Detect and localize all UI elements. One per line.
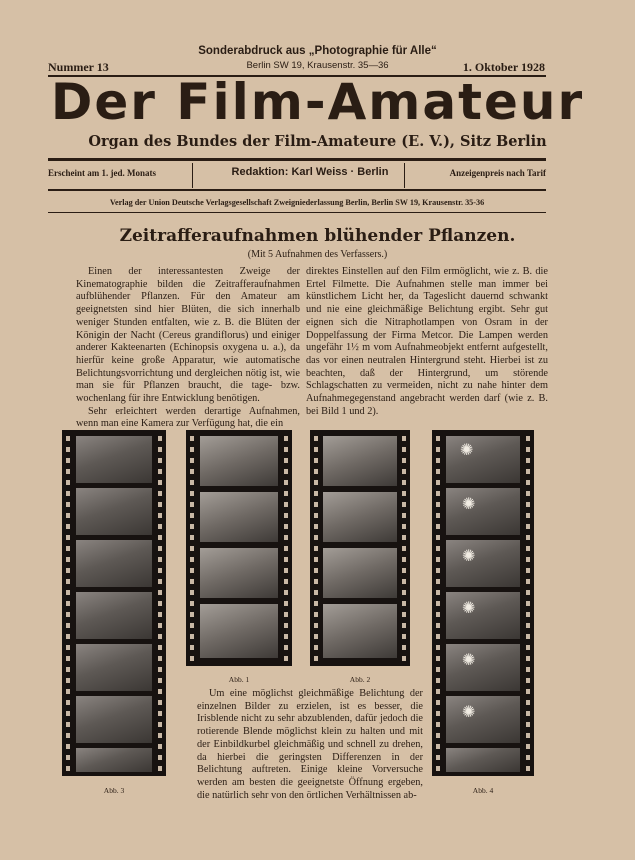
sprocket-hole [436, 590, 440, 595]
sprocket-hole [158, 733, 162, 738]
sprocket-hole [284, 436, 288, 441]
sonderabdruck-line: Sonderabdruck aus „Photographie für Alle“ [198, 45, 437, 57]
film-frame [323, 492, 397, 542]
sprocket-hole [314, 557, 318, 562]
flower-icon: ✺ [462, 546, 476, 565]
flower-icon: ✺ [462, 650, 476, 669]
sprocket-hole [158, 722, 162, 727]
sprocket-hole [314, 590, 318, 595]
sprocket-hole [436, 645, 440, 650]
sprocket-hole [402, 557, 406, 562]
sprocket-hole [526, 579, 530, 584]
sprocket-hole [158, 612, 162, 617]
sprocket-hole [436, 491, 440, 496]
sprocket-hole [158, 711, 162, 716]
sprocket-hole [402, 568, 406, 573]
sprocket-hole [190, 458, 194, 463]
sprocket-hole [66, 601, 70, 606]
article-subtitle: (Mit 5 Aufnahmen des Verfassers.) [247, 249, 388, 260]
sprocket-hole [436, 546, 440, 551]
sprocket-hole [190, 480, 194, 485]
sprocket-hole [66, 491, 70, 496]
figure-caption-abb1: Abb. 1 [228, 675, 250, 684]
sprocket-hole [436, 623, 440, 628]
sprocket-hole [436, 612, 440, 617]
sprocket-hole [314, 623, 318, 628]
film-frame [76, 748, 152, 772]
sprocket-hole [526, 568, 530, 573]
sprocket-hole [158, 678, 162, 683]
sprocket-hole [526, 755, 530, 760]
sprocket-hole [526, 722, 530, 727]
sprocket-hole [526, 502, 530, 507]
film-frame [446, 540, 520, 587]
sprocket-hole [66, 480, 70, 485]
paragraph: Einen der interessantesten Zweige der Kinematographie bilden die Zeitrafferaufnahmen aufblühender Pflanzen. Für den Amateur am geeignetsten sind hier Blüten, die sich innerhalb weniger Stunden entfalten, wie z. B. die Blüten der Königin der Nacht (Cereus grandiflorus) und einiger anderer Kakteenarten (Echinopsis oxygena u. a.), da hierfür keine große Apparatur, wie automatische Belichtungsvorrichtung und dergleichen nötig ist, wie man sie für Pflanzen braucht, die tage- bzw. wochenlang für ihre Entwicklung benötigen. [76, 266, 300, 405]
sprocket-hole [190, 579, 194, 584]
sprocket-hole [402, 535, 406, 540]
sprocket-hole [190, 612, 194, 617]
film-strip-abb4 [432, 430, 534, 776]
sprocket-hole [402, 491, 406, 496]
sprocket-hole [526, 447, 530, 452]
sprocket-hole [66, 469, 70, 474]
sprocket-hole [66, 623, 70, 628]
issue-date: 1. Oktober 1928 [462, 60, 545, 74]
sprocket-hole [66, 667, 70, 672]
sprocket-hole [158, 447, 162, 452]
film-frame [323, 548, 397, 598]
sprocket-hole [436, 502, 440, 507]
sprocket-hole [526, 524, 530, 529]
sprocket-hole [402, 447, 406, 452]
sprocket-hole [158, 656, 162, 661]
sprocket-hole [314, 447, 318, 452]
sprocket-hole [284, 502, 288, 507]
sprocket-hole [284, 447, 288, 452]
sprocket-hole [66, 678, 70, 683]
flower-icon: ✺ [462, 494, 476, 513]
erscheint-text: Erscheint am 1. jed. Monats [48, 168, 156, 178]
sprocket-hole [284, 513, 288, 518]
sprocket-hole [66, 436, 70, 441]
film-frame [200, 492, 278, 542]
film-frame [446, 488, 520, 535]
sprocket-hole [402, 656, 406, 661]
paragraph: direktes Einstellen auf den Film ermöglicht, wie z. B. die Ertel Filmette. Die Aufnahmen stelle man immer bei künstlichem Licht her, da Tageslicht dauernd schwankt und nie eine gleichmäßige Belichtung ergibt. Sehr gut eignen sich die Nitraphotlampen von Osram in der Doppelfassung der Firma Metcor. Die Lampen werden ungefähr 1½ m vom Aufnahmeobjekt entfernt aufgestellt, das vor einen neutralen Hintergrund steht. Hierbei ist zu beachten, daß der Hintergrund, um störende Schlagschatten zu vermeiden, nicht zu nahe hinter dem Aufnahmegegenstand angebracht werden darf (wie z. B. bei Bild 1 und 2). [306, 266, 548, 417]
sprocket-hole [190, 502, 194, 507]
sprocket-hole [190, 623, 194, 628]
film-frame [323, 604, 397, 658]
sprocket-hole [190, 535, 194, 540]
sprocket-hole [526, 590, 530, 595]
sprocket-hole [526, 700, 530, 705]
sprocket-hole [526, 612, 530, 617]
sprocket-hole [436, 579, 440, 584]
sprocket-hole [314, 436, 318, 441]
sprocket-hole [158, 590, 162, 595]
sprocket-hole [66, 568, 70, 573]
sprocket-hole [314, 502, 318, 507]
sprocket-hole [158, 502, 162, 507]
anzeigen-text: Anzeigenpreis nach Tarif [449, 168, 546, 178]
sprocket-hole [436, 678, 440, 683]
sprocket-hole [314, 634, 318, 639]
sprocket-hole [402, 623, 406, 628]
sprocket-hole [314, 513, 318, 518]
sprocket-hole [526, 491, 530, 496]
sprocket-hole [190, 513, 194, 518]
sprocket-hole [190, 524, 194, 529]
sprocket-hole [284, 634, 288, 639]
sprocket-hole [158, 645, 162, 650]
sprocket-hole [66, 733, 70, 738]
sprocket-hole [284, 524, 288, 529]
sprocket-hole [190, 546, 194, 551]
sprocket-hole [436, 634, 440, 639]
masthead-title: Der Film-Amateur [50, 73, 585, 131]
sprocket-hole [284, 656, 288, 661]
sprocket-hole [158, 568, 162, 573]
publisher-address: Berlin SW 19, Krausenstr. 35—36 [246, 60, 389, 71]
article-title: Zeitrafferaufnahmen blühender Pflanzen. [119, 226, 516, 246]
sprocket-hole [66, 557, 70, 562]
sprocket-hole [436, 711, 440, 716]
sprocket-hole [526, 458, 530, 463]
sprocket-hole [190, 436, 194, 441]
sprocket-hole [158, 689, 162, 694]
sprocket-hole [314, 645, 318, 650]
sprocket-hole [526, 667, 530, 672]
sprocket-hole [284, 645, 288, 650]
sprocket-hole [66, 612, 70, 617]
sprocket-hole [402, 645, 406, 650]
sprocket-hole [158, 513, 162, 518]
sprocket-hole [190, 469, 194, 474]
sprocket-hole [436, 447, 440, 452]
film-frame [76, 488, 152, 535]
sprocket-hole [158, 524, 162, 529]
sprocket-hole [66, 656, 70, 661]
film-frame [76, 592, 152, 639]
sprocket-hole [314, 579, 318, 584]
film-frame [446, 592, 520, 639]
sprocket-hole [436, 755, 440, 760]
sprocket-hole [526, 711, 530, 716]
sprocket-hole [526, 678, 530, 683]
sprocket-hole [158, 469, 162, 474]
sprocket-hole [158, 535, 162, 540]
sprocket-hole [314, 535, 318, 540]
sprocket-hole [284, 601, 288, 606]
sprocket-hole [190, 601, 194, 606]
article-column-left [76, 266, 300, 431]
sprocket-hole [402, 546, 406, 551]
sprocket-hole [526, 601, 530, 606]
sprocket-hole [314, 601, 318, 606]
sprocket-hole [436, 601, 440, 606]
organ-line: Organ des Bundes der Film-Amateure (E. V.), Sitz Berlin [88, 133, 547, 150]
sprocket-hole [402, 458, 406, 463]
sprocket-hole [526, 733, 530, 738]
sprocket-hole [284, 469, 288, 474]
sprocket-hole [402, 601, 406, 606]
film-frame [446, 644, 520, 691]
sprocket-hole [436, 667, 440, 672]
sprocket-hole [66, 711, 70, 716]
film-frame [76, 540, 152, 587]
sprocket-hole [436, 766, 440, 771]
figure-caption-abb2: Abb. 2 [349, 675, 371, 684]
sprocket-hole [190, 590, 194, 595]
sprocket-hole [66, 513, 70, 518]
sprocket-hole [402, 524, 406, 529]
sprocket-hole [284, 458, 288, 463]
sprocket-hole [526, 766, 530, 771]
figure-caption-abb4: Abb. 4 [472, 786, 494, 795]
film-frame [200, 436, 278, 486]
sprocket-hole [526, 546, 530, 551]
film-frame [446, 696, 520, 743]
paragraph: Um eine möglichst gleichmäßige Belichtung der einzelnen Bilder zu erzielen, ist es besser, die Irisblende nicht zu sehr abzublenden, dafür jedoch die rotierende Blende möglichst klein zu halten und mit der Einbildkurbel gleichmäßig und schnell zu drehen, da hierbei die geringsten Differenzen in der Belichtung auftreten. Einige kleine Vorversuche werden am besten die geeignetste Öffnung ergeben, die natürlich sehr von den örtlichen Verhältnissen ab- [197, 688, 423, 801]
sprocket-hole [526, 535, 530, 540]
sprocket-hole [284, 623, 288, 628]
sprocket-hole [158, 667, 162, 672]
sprocket-hole [314, 524, 318, 529]
sprocket-hole [526, 744, 530, 749]
sprocket-hole [190, 656, 194, 661]
sprocket-hole [66, 535, 70, 540]
sprocket-hole [402, 513, 406, 518]
sprocket-hole [66, 722, 70, 727]
sprocket-hole [402, 579, 406, 584]
sprocket-hole [66, 447, 70, 452]
sprocket-hole [158, 458, 162, 463]
sprocket-hole [66, 689, 70, 694]
sprocket-hole [314, 656, 318, 661]
sprocket-hole [66, 645, 70, 650]
verlag-line: Verlag der Union Deutsche Verlagsgesellschaft Zweigniederlassung Berlin, Berlin SW 19, Krausenstr. 35-36 [109, 198, 485, 207]
sprocket-hole [436, 513, 440, 518]
sprocket-hole [66, 579, 70, 584]
sprocket-hole [402, 469, 406, 474]
sprocket-hole [436, 689, 440, 694]
film-frame [446, 748, 520, 772]
sprocket-hole [66, 502, 70, 507]
sprocket-hole [436, 557, 440, 562]
sprocket-hole [284, 590, 288, 595]
flower-icon: ✺ [460, 440, 474, 459]
sprocket-hole [158, 634, 162, 639]
flower-icon: ✺ [462, 598, 476, 617]
film-frame [200, 604, 278, 658]
sprocket-hole [284, 535, 288, 540]
film-frame [76, 436, 152, 483]
film-frame [76, 644, 152, 691]
sprocket-hole [314, 546, 318, 551]
sprocket-hole [436, 535, 440, 540]
sprocket-hole [284, 480, 288, 485]
sprocket-hole [526, 634, 530, 639]
sprocket-hole [190, 634, 194, 639]
sprocket-hole [66, 634, 70, 639]
sprocket-hole [66, 755, 70, 760]
sprocket-hole [402, 436, 406, 441]
sprocket-hole [436, 480, 440, 485]
sprocket-hole [190, 447, 194, 452]
sprocket-hole [66, 766, 70, 771]
sprocket-hole [526, 513, 530, 518]
sprocket-hole [284, 546, 288, 551]
sprocket-hole [158, 700, 162, 705]
sprocket-hole [436, 469, 440, 474]
film-strip-abb1 [186, 430, 292, 666]
sprocket-hole [314, 491, 318, 496]
sprocket-hole [66, 744, 70, 749]
sprocket-hole [314, 480, 318, 485]
sprocket-hole [314, 469, 318, 474]
flower-icon: ✺ [462, 702, 476, 721]
sprocket-hole [158, 744, 162, 749]
sprocket-hole [158, 491, 162, 496]
sprocket-hole [190, 557, 194, 562]
sprocket-hole [436, 524, 440, 529]
sprocket-hole [284, 568, 288, 573]
redaktion-text: Redaktion: Karl Weiss · Berlin [231, 166, 389, 178]
film-frame [446, 436, 520, 483]
article-column-bottom [197, 688, 423, 802]
sprocket-hole [284, 579, 288, 584]
film-strip-abb3 [62, 430, 166, 776]
sprocket-hole [314, 458, 318, 463]
sprocket-hole [402, 480, 406, 485]
sprocket-hole [526, 656, 530, 661]
sprocket-hole [526, 689, 530, 694]
sprocket-hole [158, 766, 162, 771]
sprocket-hole [526, 436, 530, 441]
sprocket-hole [284, 491, 288, 496]
sprocket-hole [314, 612, 318, 617]
sprocket-hole [436, 436, 440, 441]
sprocket-hole [526, 645, 530, 650]
sprocket-hole [284, 557, 288, 562]
article-column-right [306, 266, 548, 418]
sprocket-hole [526, 623, 530, 628]
sprocket-hole [436, 458, 440, 463]
sprocket-hole [158, 579, 162, 584]
sprocket-hole [158, 480, 162, 485]
verlag-rule [48, 212, 546, 213]
film-strip-abb2 [310, 430, 410, 666]
sprocket-hole [436, 733, 440, 738]
sprocket-hole [436, 722, 440, 727]
sprocket-hole [66, 700, 70, 705]
sprocket-hole [190, 568, 194, 573]
sprocket-hole [158, 546, 162, 551]
sprocket-hole [436, 744, 440, 749]
sprocket-hole [526, 480, 530, 485]
sprocket-hole [402, 634, 406, 639]
film-frame [200, 548, 278, 598]
bar-divider [192, 163, 193, 188]
masthead-rule [48, 158, 546, 161]
paragraph: Sehr erleichtert werden derartige Aufnahmen, wenn man eine Kamera zur Verfügung hat, die ein [76, 405, 300, 430]
sprocket-hole [314, 568, 318, 573]
bar-divider [404, 163, 405, 188]
sprocket-hole [436, 700, 440, 705]
sprocket-hole [436, 656, 440, 661]
film-frame [76, 696, 152, 743]
sprocket-hole [158, 623, 162, 628]
sprocket-hole [158, 755, 162, 760]
sprocket-hole [66, 524, 70, 529]
sprocket-hole [526, 469, 530, 474]
figure-caption-abb3: Abb. 3 [103, 786, 125, 795]
sprocket-hole [436, 568, 440, 573]
sprocket-hole [158, 601, 162, 606]
bar-rule [48, 189, 546, 191]
sprocket-hole [158, 436, 162, 441]
film-frame [323, 436, 397, 486]
sprocket-hole [190, 491, 194, 496]
issue-number: Nummer 13 [48, 60, 109, 74]
sprocket-hole [402, 502, 406, 507]
sprocket-hole [66, 590, 70, 595]
sprocket-hole [526, 557, 530, 562]
sprocket-hole [66, 546, 70, 551]
sprocket-hole [190, 645, 194, 650]
sprocket-hole [402, 612, 406, 617]
sprocket-hole [402, 590, 406, 595]
sprocket-hole [66, 458, 70, 463]
sprocket-hole [158, 557, 162, 562]
sprocket-hole [284, 612, 288, 617]
